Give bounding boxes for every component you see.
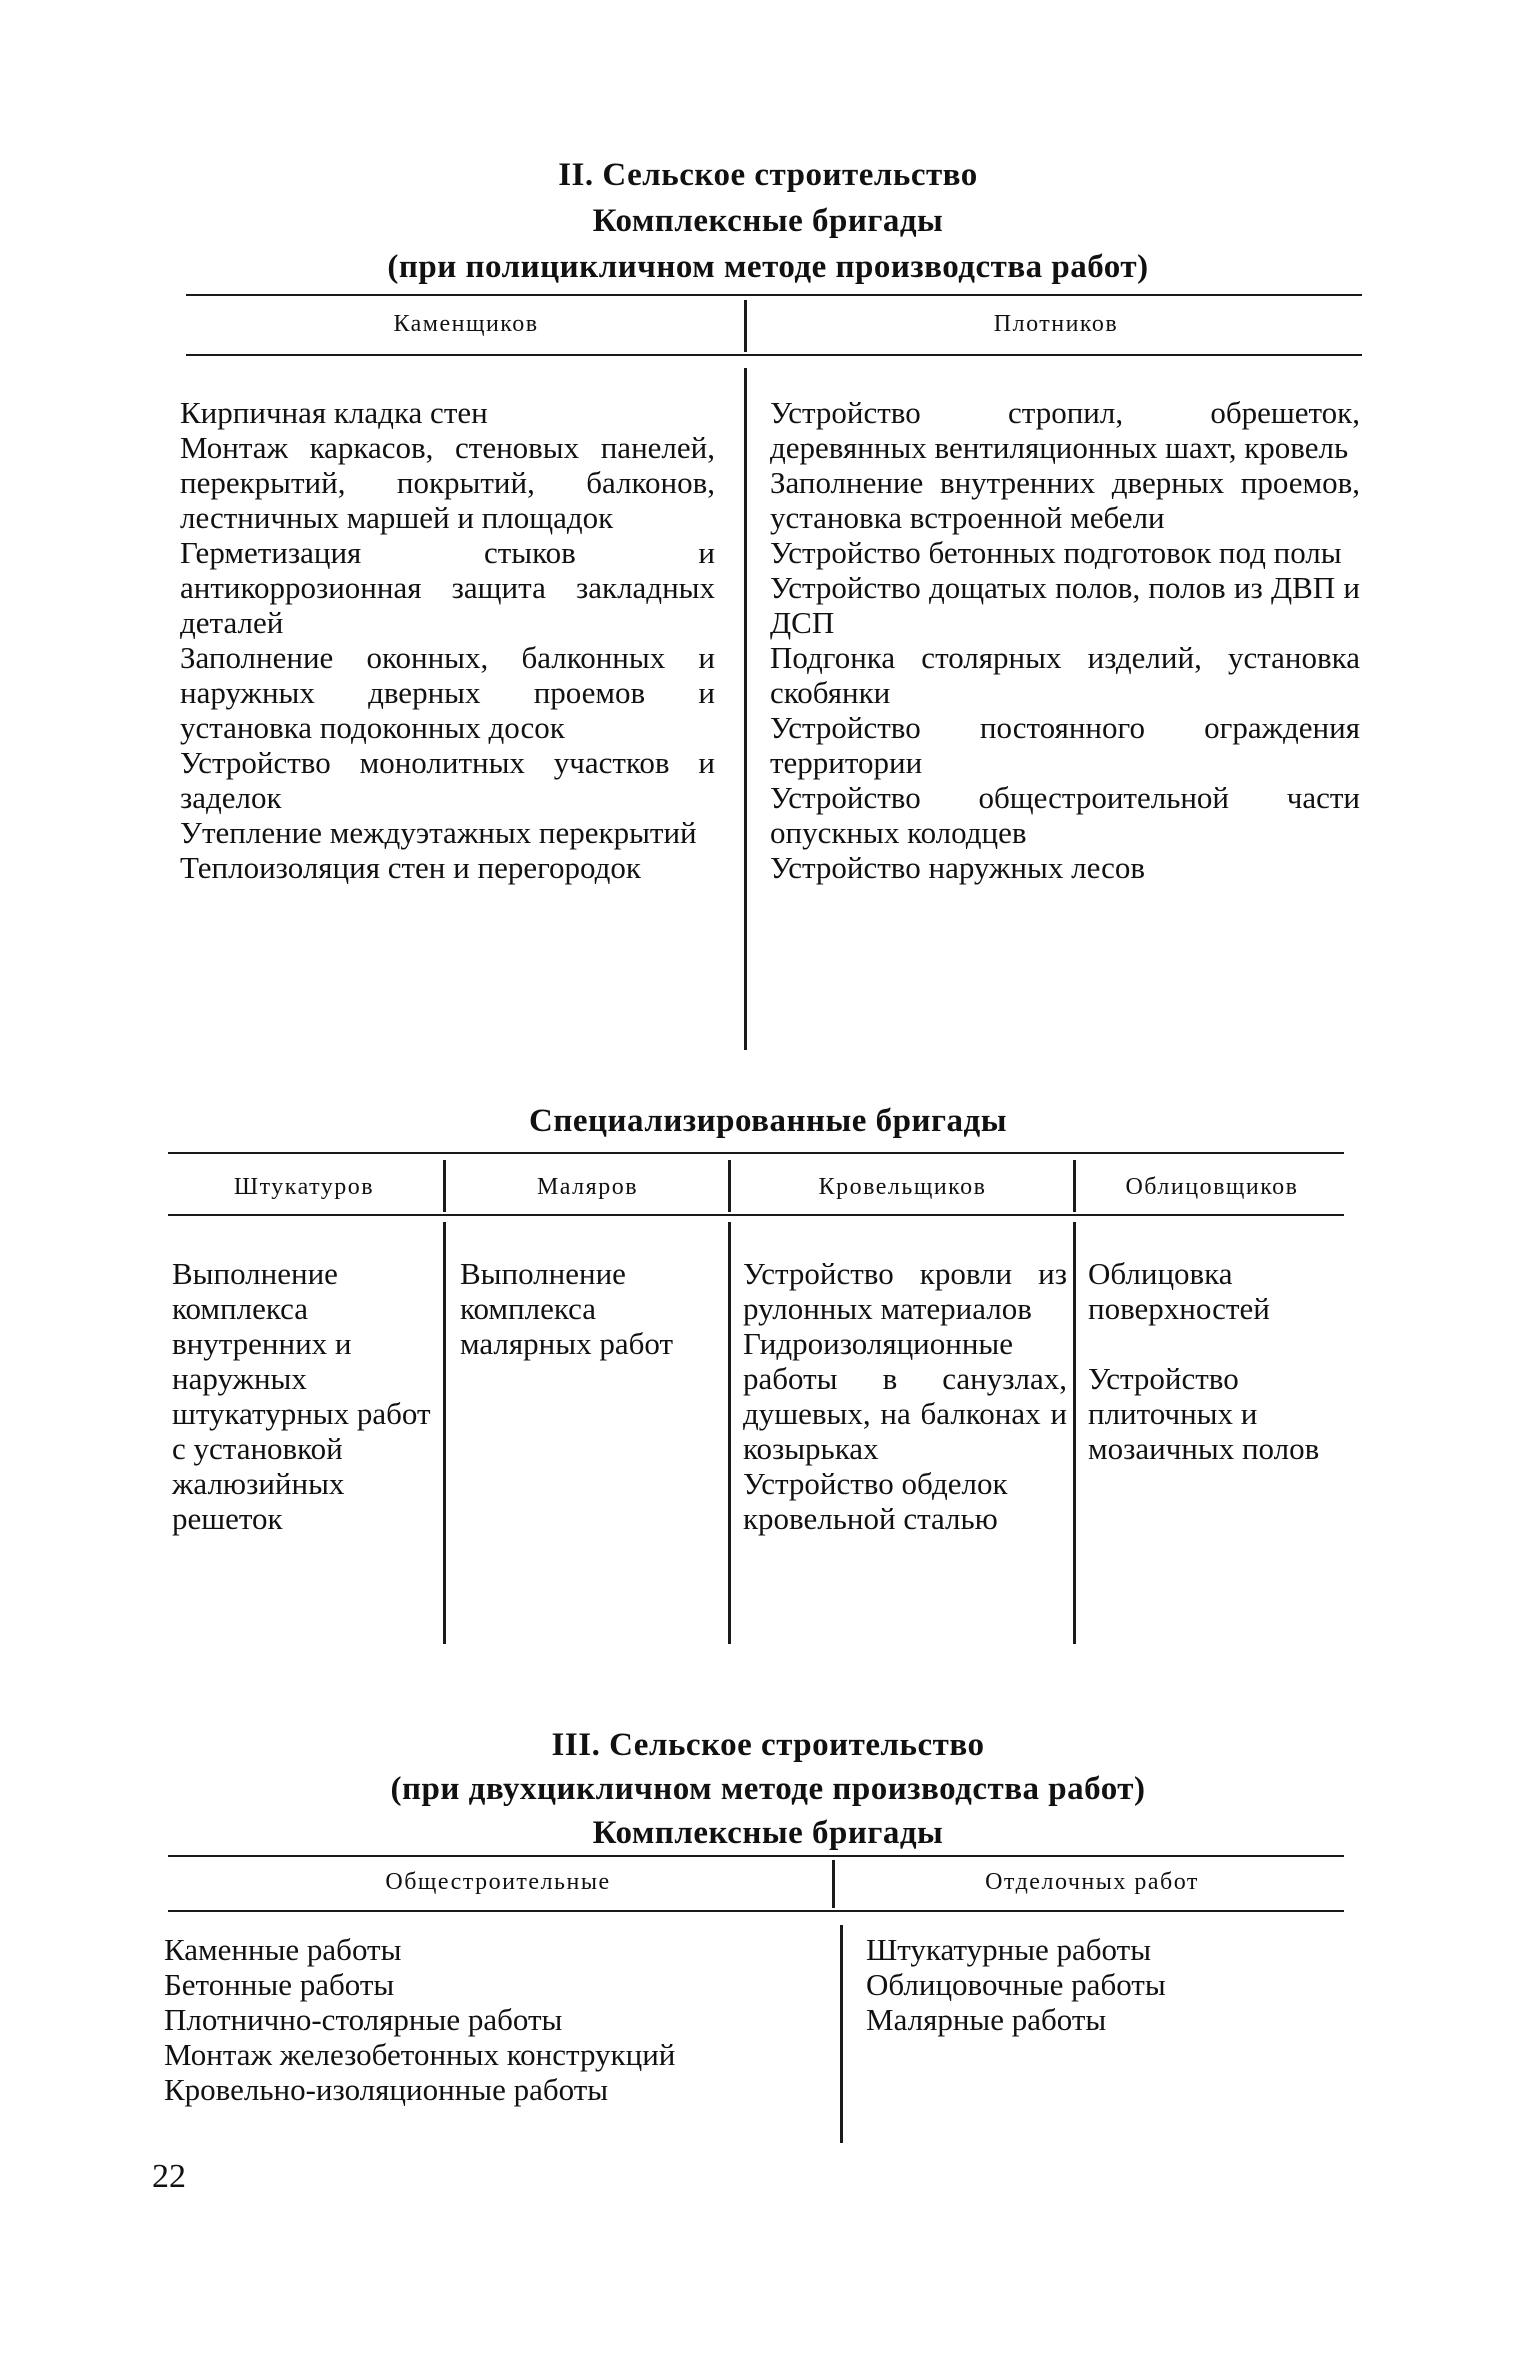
spec-column-divider-1 — [443, 1222, 446, 1644]
list-item: Устройство монолитных участков и заделок — [180, 745, 715, 815]
column-krovelshchikov — [743, 1256, 1067, 1536]
spec-column-divider-2 — [728, 1222, 731, 1644]
header-divider — [744, 300, 747, 352]
column-obshchestroitelnye — [164, 1932, 806, 2107]
list-item: Подгонка столярных изделий, установка скобянки — [770, 640, 1360, 710]
list-item: Выполнение комплекса внутренних и наружных штукатурных работ с установкой жалюзийных решеток — [172, 1256, 431, 1536]
list-item: Каменные работы — [164, 1932, 402, 1967]
specialized-title: Специализированные бригады — [529, 1103, 1007, 1139]
list-item: Монтаж каркасов, стеновых панелей, перекрытий, покрытий, балконов, лестничных маршей и площадок — [180, 430, 715, 535]
column-header-otdelochnykh: Отделочных работ — [985, 1869, 1199, 1895]
column-header-krovelshchikov: Кровельщиков — [818, 1174, 987, 1200]
section2-title: II. Сельское строительство — [558, 157, 978, 193]
column-header-shtukaturov: Штукатуров — [233, 1174, 375, 1200]
list-item: Устройство дощатых полов, полов из ДВП и ДСП — [770, 570, 1360, 640]
column-header-plotnikov: Плотников — [993, 311, 1119, 337]
list-item: Штукатурные работы — [866, 1932, 1152, 1967]
section2-subtitle: Комплексные бригады — [592, 203, 944, 239]
list-item: Плотнично-столярные работы — [164, 2002, 563, 2037]
list-item: Гидроизоляционные работы в санузлах, душевых, на балконах и козырьках — [743, 1326, 1067, 1466]
list-item: Устройство кровли из рулонных материалов — [743, 1256, 1067, 1326]
list-item: Устройство постоянного ограждения территории — [770, 710, 1360, 780]
section2-method: (при полицикличном методе производства работ) — [387, 249, 1149, 285]
column-header-malyarov: Маляров — [536, 1174, 639, 1200]
list-item: Устройство плиточных и мозаичных полов — [1088, 1361, 1320, 1466]
list-item: Выполнение комплекса малярных работ — [460, 1256, 674, 1361]
column-header-obshchestroitelnye: Общестроительные — [385, 1869, 611, 1895]
column-shtukaturov — [172, 1256, 438, 1536]
column-header-kamenshchikov: Каменщиков — [393, 311, 539, 337]
spec-column-divider-3 — [1073, 1222, 1076, 1644]
list-item: Бетонные работы — [164, 1967, 395, 2002]
list-item: Облицовка поверхностей — [1088, 1256, 1270, 1326]
section3-column-divider — [840, 1925, 843, 2143]
list-item: Кирпичная кладка стен — [180, 395, 488, 430]
list-item: Облицовочные работы — [866, 1967, 1166, 2002]
list-item: Утепление междуэтажных перекрытий — [180, 815, 697, 850]
list-item: Теплоизоляция стен и перегородок — [180, 850, 641, 885]
header-bottom-rule — [186, 354, 1362, 356]
spec-header-bottom-rule — [168, 1214, 1344, 1216]
column-kamenshchikov — [180, 395, 715, 885]
section3-header-bottom-rule — [168, 1910, 1344, 1912]
list-item: Устройство бетонных подготовок под полы — [770, 535, 1342, 570]
spec-header-divider-1 — [443, 1160, 446, 1212]
list-item: Устройство стропил, обрешеток, деревянных вентиляционных шахт, кровель — [770, 395, 1360, 465]
list-item: Малярные работы — [866, 2002, 1107, 2037]
column-otdelochnykh — [866, 1932, 1336, 2037]
spec-header-divider-3 — [1073, 1160, 1076, 1212]
column-header-oblitsovshchikov: Облицовщиков — [1125, 1174, 1299, 1200]
list-item: Кровельно-изоляционные работы — [164, 2072, 609, 2107]
list-item: Устройство общестроительной части опускных колодцев — [770, 780, 1360, 850]
spec-top-rule — [168, 1152, 1344, 1154]
list-item: Заполнение оконных, балконных и наружных дверных проемов и установка подоконных досок — [180, 640, 715, 745]
list-item: Заполнение внутренних дверных проемов, установка встроенной мебели — [770, 465, 1360, 535]
section3-top-rule — [168, 1855, 1344, 1857]
column-divider — [744, 368, 747, 1050]
list-item: Устройство наружных лесов — [770, 850, 1145, 885]
table-top-rule — [186, 294, 1362, 296]
spec-header-divider-2 — [728, 1160, 731, 1212]
section3-header-divider — [832, 1860, 835, 1908]
section3-title: III. Сельское строительство — [551, 1727, 985, 1763]
section3-subtitle: Комплексные бригады — [592, 1815, 944, 1851]
column-oblitsovshchikov — [1088, 1256, 1338, 1466]
column-plotnikov — [770, 395, 1360, 885]
list-item: Герметизация стыков и антикоррозионная защита закладных деталей — [180, 535, 715, 640]
section3-method: (при двухцикличном методе производства работ) — [390, 1771, 1146, 1807]
column-malyarov — [460, 1256, 722, 1361]
list-item: Монтаж железобетонных конструкций — [164, 2037, 676, 2072]
page-number: 22 — [152, 2158, 186, 2195]
list-item: Устройство обделок кровельной сталью — [743, 1466, 1008, 1536]
